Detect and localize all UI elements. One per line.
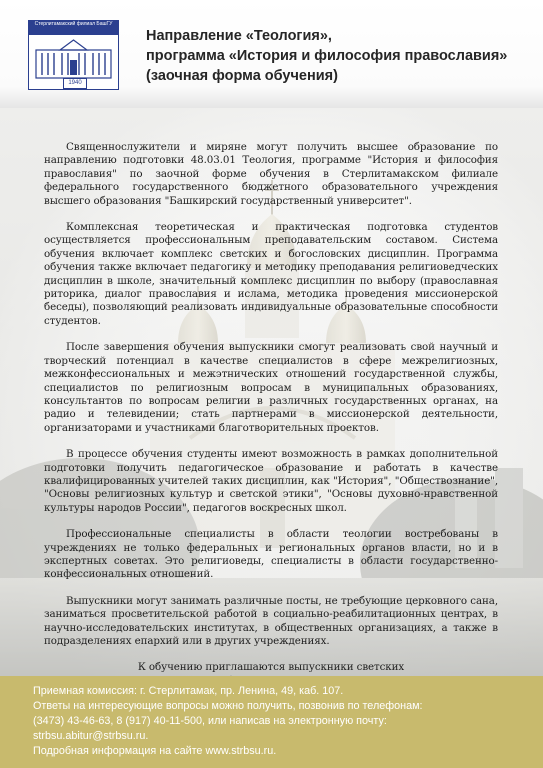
body-text [44,141,498,701]
contact-info [33,684,533,759]
logo-caption: Стерлитамакский филиал БашГУ [29,21,118,35]
paragraph: Священнослужители и миряне могут получить высшее образование по направлению подготовки 48.03.01 Теология, программе "История и философия православия" по заочной форме обучения в Стерлитамакском филиале федерального государственного бюджетного образовательного учреждения высшего образования "Башкирский государственный университет". [44,141,498,207]
email-address: strbsu.abitur@strbsu.ru. [33,730,149,742]
title-line: (заочная форма обучения) [146,68,338,84]
paragraph: Профессиональные специалисты в области теологии востребованы в учреждениях не только федеральных и региональных органов власти, но и в экспертных советах. Это религиоведы, специалисты в области государственно-конфессиональных отношений. [44,528,498,581]
contact-note: Ответы на интересующие вопросы можно получить, позвонив по телефонам: [33,700,423,712]
admissions-address: Приемная комиссия: г. Стерлитамак, пр. Ленина, 49, каб. 107. [33,685,344,697]
title-line: Направление «Теология», [146,28,332,44]
logo-year: 1940 [63,78,87,89]
phone-numbers: (3473) 43-46-63, 8 (917) 40-11-500, или написав на электронную почту: [33,715,387,727]
closing-line: К обучению приглашаются выпускники светских [137,661,405,674]
paragraph: После завершения обучения выпускники смогут реализовать свой научный и творческий потенциал в качестве специалистов в сфере межрелигиозных, межконфессиональных и межэтнических отношений государственной службы, специалистов по религиозным вопросам в муниципальных образованиях, консультантов по вопросам религии в различных государственных органах, на радио и телевидении; стать партнерами в миссионерской деятельности, организаторами и участниками благотворительных проектов. [44,341,498,434]
page-title [146,26,536,86]
building-icon [32,36,115,82]
contact-footer [0,676,543,768]
paragraph: Выпускники могут занимать различные посты, не требующие церковного сана, заниматься просветительской работой в социально-реабилитационных центрах, в научно-исследовательских институтах, в общественных организациях, а также в подразделениях епархий или в других учреждениях. [44,594,498,647]
university-logo [28,20,119,90]
website-info: Подробная информация на сайте www.strbsu.ru. [33,745,277,757]
paragraph: В процессе обучения студенты имеют возможность в рамках дополнительной подготовки получить педагогическое образование и работать в качестве квалифицированных учителей таких дисциплин, как "История", "Обществознание", "Основы религиозных культур и светской этики", "Основы духовно-нравственной культуры народов России", педагогов воскресных школ. [44,448,498,514]
main-content [0,108,543,676]
paragraph: Комплексная теоретическая и практическая подготовка студентов осуществляется профессиональным преподавательским составом. Система обучения включает комплекс светских и богословских дисциплин. Программа обучения также включает педагогику и методику преподавания религиоведческих дисциплин в школе, значительный комплекс дисциплин по выбору (православная риторика, диалог православия и ислама, методика проведения миссионерской беседы), позволяющий реализовать индивидуальные образовательные способности студентов. [44,221,498,327]
header [0,0,543,108]
title-line: программа «История и философия православия» [146,48,508,64]
